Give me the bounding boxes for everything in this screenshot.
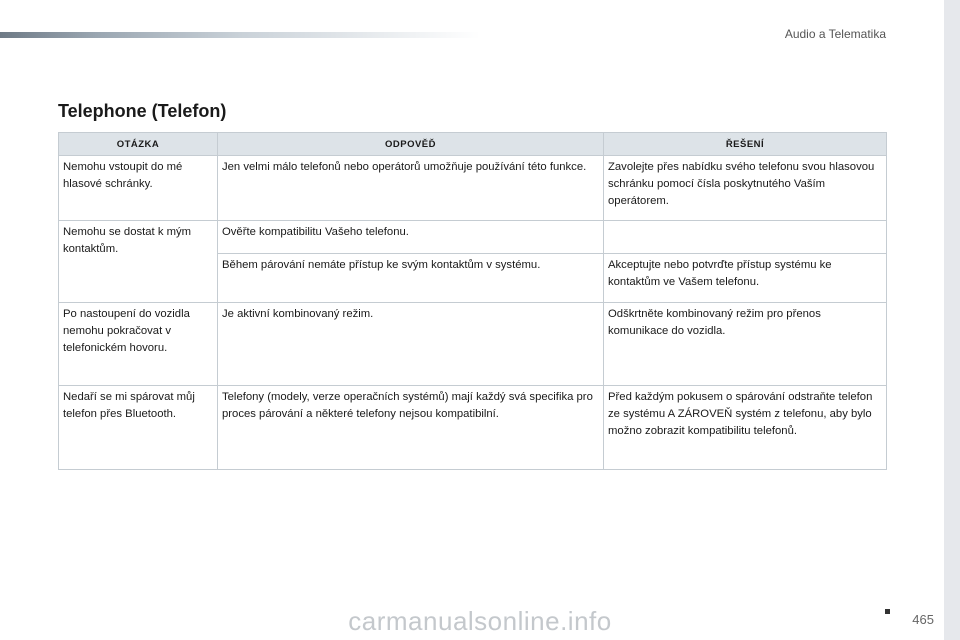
answer-cell: Během párování nemáte přístup ke svým kontaktům v systému. (218, 254, 604, 303)
question-cell: Nedaří se mi spárovat můj telefon přes Bluetooth. (59, 386, 218, 470)
answer-cell: Ověřte kompatibilitu Vašeho telefonu. (218, 221, 604, 254)
question-cell: Nemohu se dostat k mým kontaktům. (59, 221, 218, 303)
answer-cell: Jen velmi málo telefonů nebo operátorů umožňuje používání této funkce. (218, 156, 604, 221)
table-row (59, 221, 887, 254)
answer-cell: Telefony (modely, verze operačních systémů) mají každý svá specifika pro proces párování a některé telefony nejsou kompatibilní. (218, 386, 604, 470)
question-cell: Nemohu vstoupit do mé hlasové schránky. (59, 156, 218, 221)
solution-cell: Akceptujte nebo potvrďte přístup systému ke kontaktům ve Vašem telefonu. (604, 254, 887, 303)
header-gradient-bar (0, 32, 480, 38)
solution-cell: Před každým pokusem o spárování odstraňte telefon ze systému A ZÁROVEŇ systém z telefonu, aby bylo možno zobrazit kompatibilitu telefonů. (604, 386, 887, 470)
section-title: Audio a Telematika (784, 27, 886, 41)
table-row (59, 386, 887, 470)
table-row (59, 303, 887, 386)
page-edge-strip (944, 0, 960, 640)
question-cell: Po nastoupení do vozidla nemohu pokračovat v telefonickém hovoru. (59, 303, 218, 386)
header-question: OTÁZKA (59, 133, 218, 156)
solution-cell: Odškrtněte kombinovaný režim pro přenos komunikace do vozidla. (604, 303, 887, 386)
watermark: carmanualsonline.info (348, 606, 612, 636)
faq-table (58, 132, 887, 470)
page-title: Telephone (Telefon) (58, 101, 227, 121)
solution-cell (604, 221, 887, 254)
header-solution: ŘEŠENÍ (604, 133, 887, 156)
answer-cell: Je aktivní kombinovaný režim. (218, 303, 604, 386)
page-number: 465 (912, 612, 934, 627)
header-answer: ODPOVĚĎ (218, 133, 604, 156)
table-row (59, 156, 887, 221)
table-header-row (59, 133, 887, 156)
solution-cell: Zavolejte přes nabídku svého telefonu svou hlasovou schránku pomocí čísla poskytnutého Vaším operátorem. (604, 156, 887, 221)
